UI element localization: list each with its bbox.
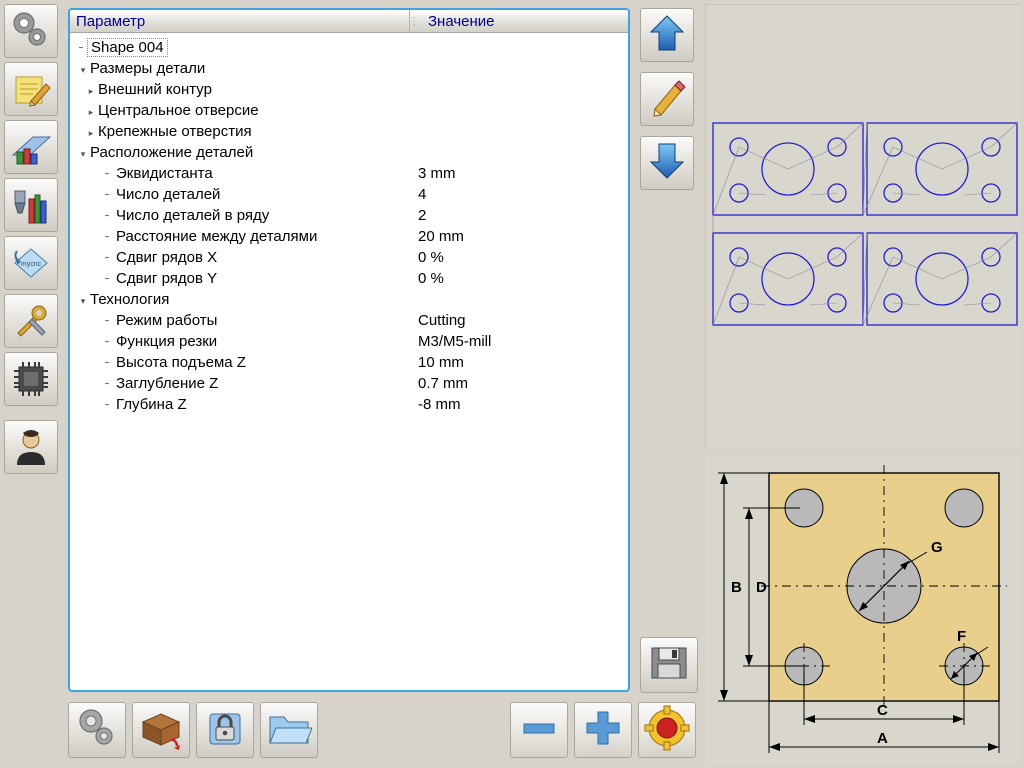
arrow-up-icon	[645, 11, 689, 60]
material-box-icon	[138, 705, 184, 756]
user-icon-button[interactable]	[4, 420, 58, 474]
tree-row-cut-function[interactable]: ╴ Функция резки M3/M5-mill	[70, 331, 628, 352]
minus-icon	[517, 706, 561, 755]
dimension-label-A: A	[877, 730, 888, 747]
tree-row-z-depth[interactable]: ╴ Глубина Z -8 mm	[70, 394, 628, 415]
plus-button[interactable]	[574, 702, 632, 758]
dimension-label-C: C	[877, 702, 888, 719]
plus-icon	[581, 706, 625, 755]
row-marker-dash: ╴	[105, 208, 113, 223]
microchip-icon-button[interactable]	[4, 352, 58, 406]
tree-row-parts-per-row[interactable]: ╴ Число деталей в ряду 2	[70, 205, 628, 226]
tree-row-fixing-holes[interactable]: ▸ Крепежные отверстия	[70, 121, 628, 142]
arrow-down-icon	[645, 139, 689, 188]
part-dimension-drawing-panel[interactable]	[705, 455, 1020, 765]
dimension-label-D: D	[756, 579, 767, 596]
row-marker-dash: ╴	[105, 166, 113, 181]
chevron-right-icon[interactable]: ▸	[88, 86, 94, 96]
tree-rows	[70, 33, 628, 415]
cnc-chip-icon-button[interactable]	[4, 236, 58, 290]
tree-row-z-lift-height[interactable]: ╴ Высота подъема Z 10 mm	[70, 352, 628, 373]
cnc-chip-icon	[9, 241, 53, 285]
lock-icon	[202, 705, 248, 756]
tree-row-row-offset-x[interactable]: ╴ Сдвиг рядов X 0 %	[70, 247, 628, 268]
move-down-button[interactable]	[640, 136, 694, 190]
tree-row-work-mode[interactable]: ╴ Режим работы Cutting	[70, 310, 628, 331]
row-marker-dash: ╴	[105, 271, 113, 286]
row-marker-dash: ╴	[79, 40, 87, 55]
move-up-button[interactable]	[640, 8, 694, 62]
tree-row-central-hole[interactable]: ▸ Центральное отверсие	[70, 100, 628, 121]
tree-row-shape[interactable]: ╴ Shape 004	[70, 37, 628, 58]
nest-preview-panel[interactable]	[705, 4, 1020, 447]
tree-header-row	[70, 10, 628, 33]
settings-button[interactable]	[68, 702, 126, 758]
chevron-right-icon[interactable]: ▸	[88, 128, 94, 138]
run-button[interactable]	[638, 702, 696, 758]
wrench-screwdriver-icon	[9, 299, 53, 343]
tree-row-distance-between-parts[interactable]: ╴ Расстояние между деталями 20 mm	[70, 226, 628, 247]
microchip-icon	[9, 357, 53, 401]
gears-icon	[74, 705, 120, 756]
chevron-down-icon[interactable]: ▾	[80, 149, 86, 159]
dimension-label-G: G	[931, 539, 943, 556]
save-button[interactable]	[640, 637, 698, 693]
tree-row-technology[interactable]: ▾ Технология	[70, 289, 628, 310]
column-header-value[interactable]: Значение	[428, 12, 495, 30]
part-dimension-drawing	[705, 455, 1020, 765]
dimension-label-F: F	[957, 628, 967, 645]
tree-row-z-plunge[interactable]: ╴ Заглубление Z 0.7 mm	[70, 373, 628, 394]
row-marker-dash: ╴	[105, 334, 113, 349]
wrench-screwdriver-icon-button[interactable]	[4, 294, 58, 348]
row-marker-dash: ╴	[105, 313, 113, 328]
dimension-label-B: B	[731, 579, 742, 596]
tool-books-icon	[9, 183, 53, 227]
row-marker-dash: ╴	[105, 397, 113, 412]
minus-button[interactable]	[510, 702, 568, 758]
folder-icon	[266, 705, 312, 756]
nest-preview-drawing	[706, 5, 1021, 448]
books-board-icon	[9, 125, 53, 169]
column-header-parameter[interactable]: Параметр	[70, 10, 410, 32]
parameter-tree-panel[interactable]	[68, 8, 630, 692]
user-icon	[9, 425, 53, 469]
tool-books-icon-button[interactable]	[4, 178, 58, 232]
notepad-pencil-icon-button[interactable]	[4, 62, 58, 116]
notepad-pencil-icon	[9, 67, 53, 111]
material-button[interactable]	[132, 702, 190, 758]
chevron-right-icon[interactable]: ▸	[88, 107, 94, 117]
floppy-disk-icon	[648, 642, 690, 689]
row-marker-dash: ╴	[105, 376, 113, 391]
lock-button[interactable]	[196, 702, 254, 758]
tree-row-equidistant[interactable]: ╴ Эквидистанта 3 mm	[70, 163, 628, 184]
row-marker-dash: ╴	[105, 229, 113, 244]
tree-row-part-count[interactable]: ╴ Число деталей 4	[70, 184, 628, 205]
tree-row-part-dimensions[interactable]: ▾ Размеры детали	[70, 58, 628, 79]
tree-row-part-layout[interactable]: ▾ Расположение деталей	[70, 142, 628, 163]
pencil-icon	[645, 75, 689, 124]
column-splitter[interactable]: ⋮	[409, 15, 419, 27]
row-marker-dash: ╴	[105, 250, 113, 265]
edit-button[interactable]	[640, 72, 694, 126]
row-marker-dash: ╴	[105, 355, 113, 370]
left-toolbar	[0, 0, 62, 768]
chevron-down-icon[interactable]: ▾	[80, 296, 86, 306]
tree-row-row-offset-y[interactable]: ╴ Сдвиг рядов Y 0 %	[70, 268, 628, 289]
tree-row-outer-contour[interactable]: ▸ Внешний контур	[70, 79, 628, 100]
open-folder-button[interactable]	[260, 702, 318, 758]
gear-start-icon	[644, 705, 690, 756]
chevron-down-icon[interactable]: ▾	[80, 65, 86, 75]
gears-icon-button[interactable]	[4, 4, 58, 58]
svg-text:mycnc: mycnc	[20, 261, 42, 268]
books-board-icon-button[interactable]	[4, 120, 58, 174]
gears-icon	[9, 9, 53, 53]
row-marker-dash: ╴	[105, 187, 113, 202]
